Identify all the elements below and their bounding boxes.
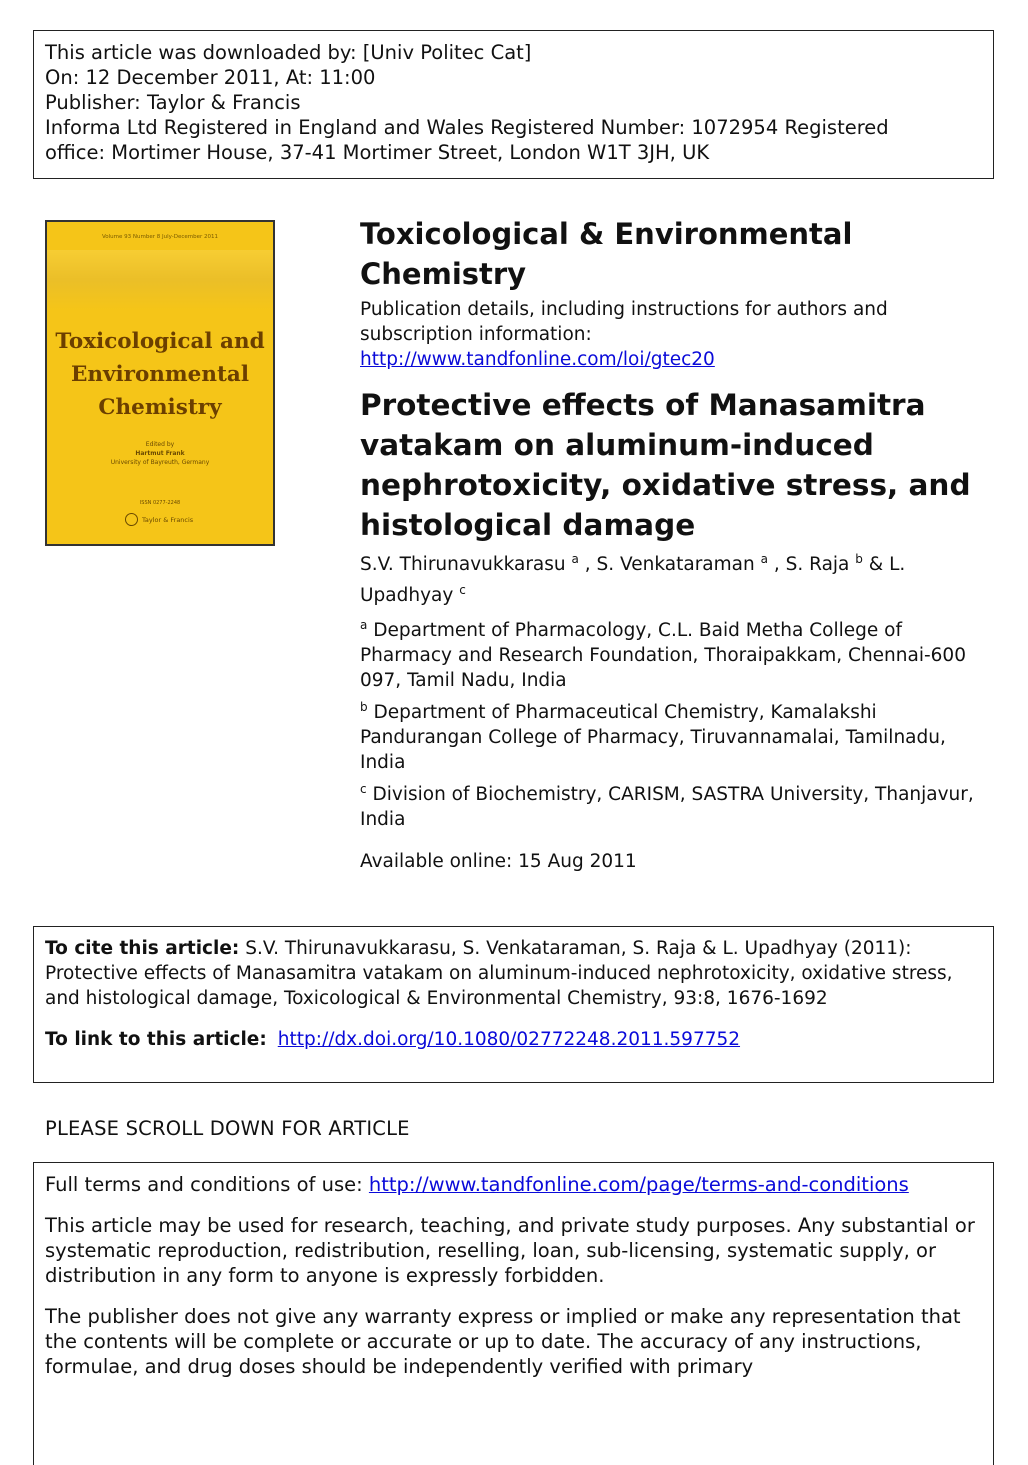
author-name[interactable]: S. Venkataraman xyxy=(596,554,755,575)
cover-title-line: Environmental xyxy=(70,362,250,387)
download-date-line: On: 12 December 2011, At: 11:00 xyxy=(45,66,376,89)
author-separator: & xyxy=(862,554,890,575)
warranty-paragraph: The publisher does not give any warranty express or implied or make any representation that the contents will be complete or accurate or up to date. The accuracy of any instructions, formulae, and drug doses should be independently verified with primary xyxy=(45,1305,961,1378)
terms-box xyxy=(33,1162,994,1465)
citation-label: To cite this article: xyxy=(45,938,240,959)
cover-edited-by: Edited by xyxy=(145,441,175,448)
scroll-down-notice: PLEASE SCROLL DOWN FOR ARTICLE xyxy=(45,1117,410,1140)
download-line: This article was downloaded by: [Univ Politec Cat] xyxy=(45,41,532,64)
citation xyxy=(45,936,982,1011)
article-title: Protective effects of Manasamitra vatakam on aluminum-induced nephrotoxicity, oxidative stress, and histological damage xyxy=(360,388,971,542)
author-list xyxy=(360,549,990,611)
author-affiliation-marker: b xyxy=(855,551,863,566)
article-header xyxy=(360,214,990,874)
taylor-francis-logo-icon xyxy=(125,513,138,526)
affiliation-marker: c xyxy=(360,781,367,796)
author-name[interactable]: S. Raja xyxy=(785,554,850,575)
cover-volume-text: Volume 93 Number 8 July-December 2011 xyxy=(101,234,219,240)
journal-url-link[interactable]: http://www.tandfonline.com/loi/gtec20 xyxy=(360,349,715,370)
affiliation-text: Department of Pharmaceutical Chemistry, Kamalakshi Pandurangan College of Pharmacy, Tiruvannamalai, Tamilnadu, India xyxy=(360,702,946,773)
cover-editor-name: Hartmut Frank xyxy=(135,450,185,457)
author-affiliation-marker: c xyxy=(459,582,466,597)
author-affiliation-marker: a xyxy=(760,551,768,566)
publication-details xyxy=(360,297,990,372)
cover-editor-affiliation: University of Bayreuth, Germany xyxy=(110,459,210,466)
cover-publisher-logo xyxy=(125,513,193,526)
cover-decoration xyxy=(47,250,273,310)
journal-title: Toxicological & Environmental Chemistry xyxy=(360,217,853,291)
journal-cover-image xyxy=(45,220,275,546)
affiliation-marker: a xyxy=(360,617,368,632)
download-info-box xyxy=(33,30,994,179)
affiliation-b xyxy=(360,700,990,775)
terms-link[interactable]: http://www.tandfonline.com/page/terms-and-conditions xyxy=(368,1173,909,1196)
cover-title-line: Toxicological and xyxy=(55,329,265,354)
affiliation-marker: b xyxy=(360,699,368,714)
office-line: office: Mortimer House, 37-41 Mortimer Street, London W1T 3JH, UK xyxy=(45,141,710,164)
affiliation-text: Division of Biochemistry, CARISM, SASTRA University, Thanjavur, India xyxy=(360,784,974,830)
publisher-line: Publisher: Taylor & Francis xyxy=(45,91,301,114)
registration-line: Informa Ltd Registered in England and Wales Registered Number: 1072954 Registered xyxy=(45,116,889,139)
article-link-row xyxy=(45,1027,982,1052)
author-separator: , xyxy=(578,554,597,575)
available-online-date: Available online: 15 Aug 2011 xyxy=(360,851,637,872)
cover-editor xyxy=(47,440,273,467)
publication-details-text: Publication details, including instructions for authors and subscription information: xyxy=(360,299,888,345)
usage-paragraph: This article may be used for research, teaching, and private study purposes. Any substantial or systematic reproduction, redistribution, reselling, loan, sub-licensing, systematic supply, or distribution in any form to anyone is expressly forbidden. xyxy=(45,1214,975,1287)
author-name[interactable]: S.V. Thirunavukkarasu xyxy=(360,554,566,575)
cover-issn: ISSN 0277-2248 xyxy=(139,500,181,506)
doi-link[interactable]: http://dx.doi.org/10.1080/02772248.2011.597752 xyxy=(277,1029,741,1050)
cover-publisher-name: Taylor & Francis xyxy=(142,515,194,524)
cover-title-line: Chemistry xyxy=(98,395,222,420)
affiliation-text: Department of Pharmacology, C.L. Baid Metha College of Pharmacy and Research Foundation, Thoraipakkam, Chennai-600 097, Tamil Nadu, India xyxy=(360,620,966,691)
affiliation-a xyxy=(360,618,990,693)
author-affiliation-marker: a xyxy=(571,551,579,566)
cover-title xyxy=(47,325,273,424)
article-link-label: To link to this article: xyxy=(45,1029,267,1050)
terms-intro: Full terms and conditions of use: xyxy=(45,1173,363,1196)
citation-text: S.V. Thirunavukkarasu, S. Venkataraman, S. Raja & L. Upadhyay (2011): Protective effects of Manasamitra vatakam on aluminum-induced nephrotoxicity, oxidative stress, and histological damage, Toxicological & Environmental Chemistry, 93:8, 1676-1692 xyxy=(45,938,953,1009)
author-separator: , xyxy=(767,554,786,575)
terms-intro-paragraph xyxy=(45,1172,982,1197)
author-name[interactable]: L. Upadhyay xyxy=(360,554,906,606)
affiliation-c xyxy=(360,782,990,832)
citation-box xyxy=(33,926,994,1083)
